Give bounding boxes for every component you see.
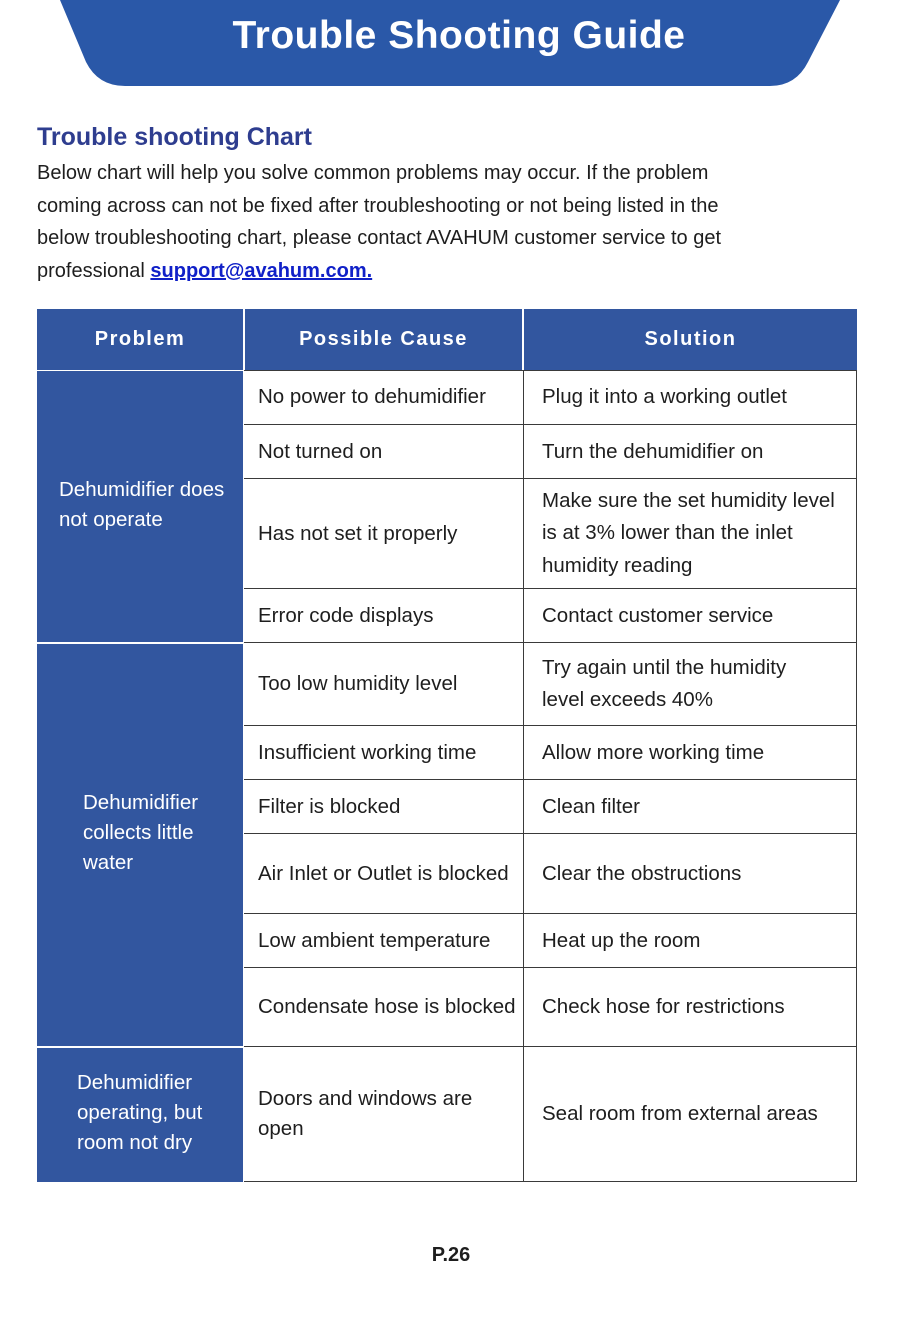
cause-cell: Not turned on bbox=[244, 425, 523, 479]
solution-cell: Heat up the room bbox=[523, 914, 857, 968]
intro-prefix: professional bbox=[37, 259, 151, 282]
cause-cell: Error code displays bbox=[244, 589, 523, 643]
solution-cell: Check hose for restrictions bbox=[523, 968, 857, 1047]
solution-cell: Contact customer service bbox=[523, 589, 857, 643]
header-solution: Solution bbox=[524, 309, 857, 370]
solution-cell: Clear the obstructions bbox=[523, 834, 857, 914]
page-title: Trouble Shooting Guide bbox=[232, 14, 686, 57]
cause-cell: Insufficient working time bbox=[244, 726, 523, 780]
solution-cell: Allow more working time bbox=[523, 726, 857, 780]
intro-line bbox=[37, 255, 867, 288]
intro-line: below troubleshooting chart, please contact AVAHUM customer service to get bbox=[37, 227, 722, 249]
solution-cell: Try again until the humidity level exceeds 40% bbox=[523, 643, 857, 726]
problem-cell: Dehumidifier collects little water bbox=[37, 644, 243, 1046]
cause-cell: Filter is blocked bbox=[244, 780, 523, 834]
cause-cell: Low ambient temperature bbox=[244, 914, 523, 968]
problem-cell: Dehumidifier operating, but room not dry bbox=[37, 1048, 243, 1182]
intro-line: coming across can not be fixed after troubleshooting or not being listed in the bbox=[37, 194, 719, 217]
table-divider bbox=[244, 370, 857, 371]
header-problem: Problem bbox=[37, 309, 243, 370]
page-number: P.26 bbox=[431, 1244, 471, 1266]
solution-cell: Turn the dehumidifier on bbox=[523, 425, 857, 479]
cause-cell: Too low humidity level bbox=[244, 643, 523, 726]
intro-paragraph bbox=[37, 157, 867, 287]
problem-cell: Dehumidifier does not operate bbox=[37, 371, 243, 642]
solution-cell: Clean filter bbox=[523, 780, 857, 834]
troubleshooting-table bbox=[37, 309, 857, 1182]
cause-cell: No power to dehumidifier bbox=[244, 370, 523, 425]
solution-cell: Make sure the set humidity level is at 3% lower than the inlet humidity reading bbox=[523, 479, 857, 589]
solution-cell: Plug it into a working outlet bbox=[523, 370, 857, 425]
cause-cell: Condensate hose is blocked bbox=[244, 968, 523, 1047]
header-banner bbox=[0, 0, 902, 90]
section-title: Trouble shooting Chart bbox=[37, 123, 312, 151]
cause-cell: Doors and windows are open bbox=[244, 1047, 523, 1182]
header-possible-cause: Possible Cause bbox=[245, 309, 522, 370]
cause-cell: Has not set it properly bbox=[244, 479, 523, 589]
support-email-link[interactable]: support@avahum.com. bbox=[150, 259, 373, 282]
solution-cell: Seal room from external areas bbox=[523, 1047, 857, 1182]
intro-line: Below chart will help you solve common problems may occur. If the problem bbox=[37, 162, 709, 184]
cause-cell: Air Inlet or Outlet is blocked bbox=[244, 834, 523, 914]
